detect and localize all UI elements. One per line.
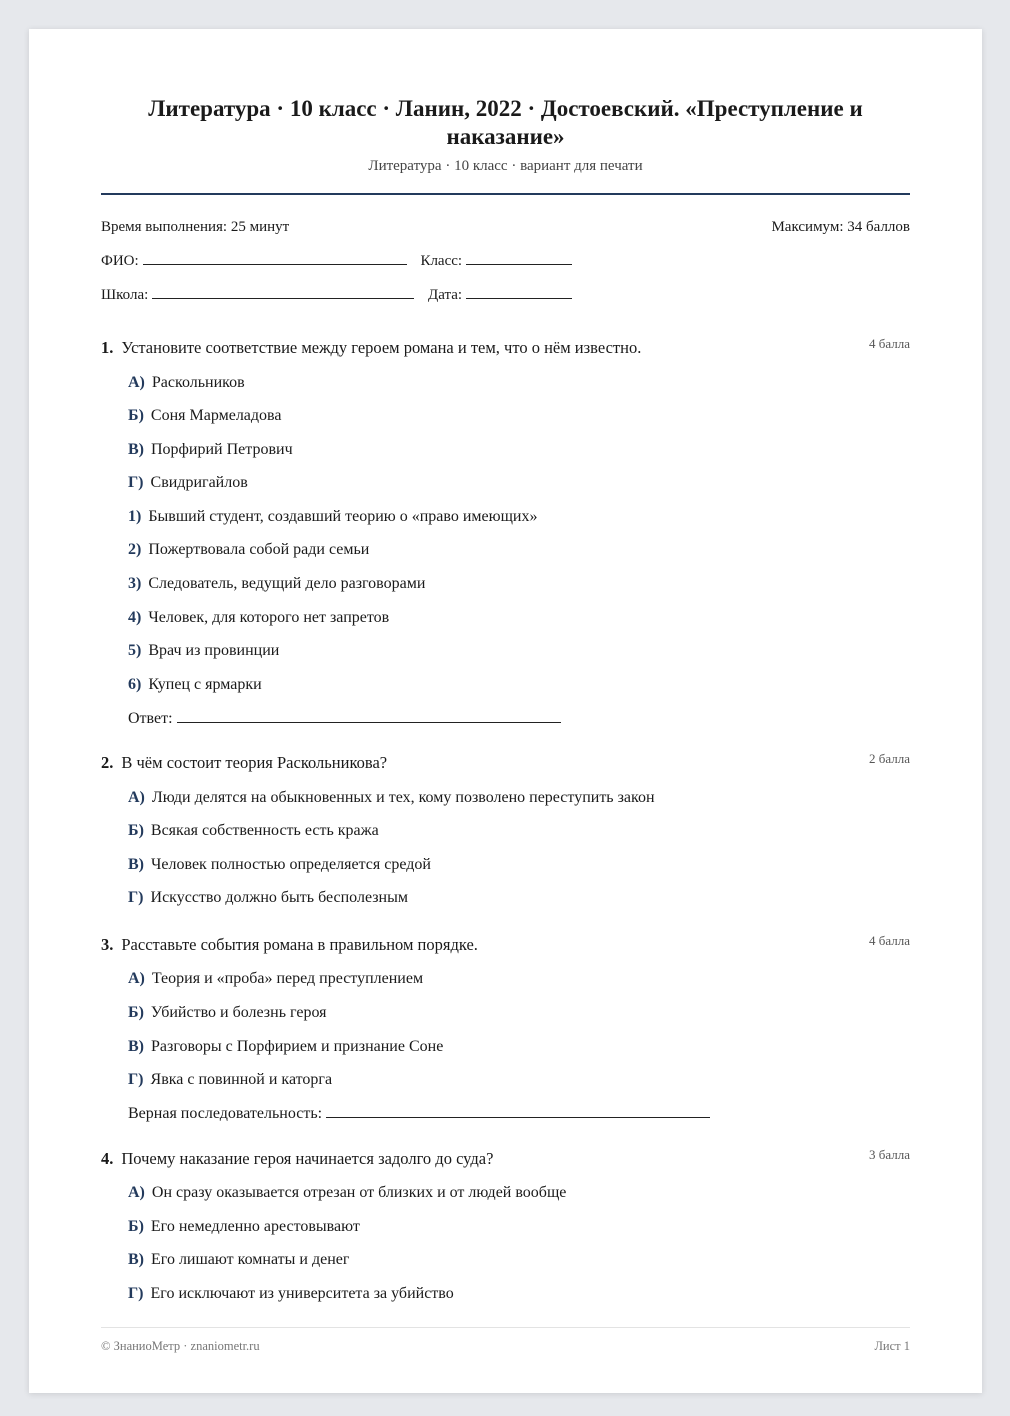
option-text: Убийство и болезнь героя xyxy=(150,1004,327,1021)
option-letter: 5) xyxy=(128,642,142,659)
option-letter: В) xyxy=(128,856,144,873)
fio-input-line[interactable] xyxy=(143,263,407,265)
question-3-points: 4 балла xyxy=(869,933,910,948)
question-2-points: 2 балла xyxy=(869,751,910,766)
class-field xyxy=(420,253,572,270)
option-letter: А) xyxy=(128,1184,145,1201)
question-2-option xyxy=(128,822,379,840)
option-letter: Б) xyxy=(128,1218,144,1235)
option-text: Купец с ярмарки xyxy=(148,676,262,693)
page-title: Литература · 10 класс · Ланин, 2022 · Достоевский. «Преступление и наказание» xyxy=(148,96,863,149)
option-text: Порфирий Петрович xyxy=(151,441,293,458)
answer-label: Ответ: xyxy=(128,710,173,727)
option-text: Люди делятся на обыкновенных и тех, кому позволено переступить закон xyxy=(151,789,655,806)
footer-sheet-number: Лист 1 xyxy=(874,1339,910,1353)
question-1-title xyxy=(101,338,641,358)
question-text: Установите соответствие между героем романа и тем, что о нём известно. xyxy=(121,338,642,357)
option-text: Всякая собственность есть кража xyxy=(150,822,379,839)
option-text: Он сразу оказывается отрезан от близких и от людей вообще xyxy=(151,1184,567,1201)
option-text: Искусство должно быть бесполезным xyxy=(150,889,408,906)
question-2-option xyxy=(128,789,655,807)
school-field xyxy=(101,287,414,304)
worksheet-page xyxy=(29,29,982,1393)
option-letter: В) xyxy=(128,1251,144,1268)
option-letter: 2) xyxy=(128,541,142,558)
option-letter: Г) xyxy=(128,474,144,491)
option-letter: 3) xyxy=(128,575,142,592)
option-text: Человек, для которого нет запретов xyxy=(148,609,390,626)
option-letter: Б) xyxy=(128,822,144,839)
fio-label: ФИО: xyxy=(101,253,139,269)
footer-copyright: © ЗнаниоМетр · znaniometr.ru xyxy=(101,1339,260,1353)
question-3-title xyxy=(101,935,478,955)
option-letter: 4) xyxy=(128,609,142,626)
option-text: Врач из провинции xyxy=(148,642,280,659)
question-3-answer xyxy=(128,1105,710,1123)
option-letter: Г) xyxy=(128,1285,144,1302)
question-2-option xyxy=(128,889,408,907)
option-letter: В) xyxy=(128,1038,144,1055)
date-input-line[interactable] xyxy=(466,297,572,299)
question-4-option xyxy=(128,1251,349,1269)
option-letter: 1) xyxy=(128,508,142,525)
question-number: 1. xyxy=(101,338,114,357)
question-1-option xyxy=(128,575,425,593)
question-1-option xyxy=(128,508,537,526)
question-text: Почему наказание героя начинается задолго до суда? xyxy=(121,1149,494,1168)
option-letter: Г) xyxy=(128,889,144,906)
question-3-option xyxy=(128,1038,443,1056)
option-letter: Б) xyxy=(128,1004,144,1021)
option-letter: В) xyxy=(128,441,144,458)
option-letter: А) xyxy=(128,789,145,806)
option-text: Бывший студент, создавший теорию о «право имеющих» xyxy=(148,508,538,525)
option-text: Соня Мармеладова xyxy=(150,407,282,424)
option-text: Его немедленно арестовывают xyxy=(150,1218,360,1235)
question-2-option xyxy=(128,856,431,874)
school-label: Школа: xyxy=(101,287,149,303)
option-text: Человек полностью определяется средой xyxy=(151,856,431,873)
question-1-option xyxy=(128,441,293,459)
question-3-option xyxy=(128,1004,327,1022)
question-1-option xyxy=(128,407,281,425)
question-4-title xyxy=(101,1149,493,1169)
answer-input-line[interactable] xyxy=(177,721,561,723)
school-input-line[interactable] xyxy=(152,297,414,299)
answer-label: Верная последовательность: xyxy=(128,1105,323,1122)
question-4-points: 3 балла xyxy=(869,1147,910,1162)
question-2-title xyxy=(101,753,387,773)
question-4-option xyxy=(128,1285,454,1303)
option-letter: 6) xyxy=(128,676,142,693)
option-text: Явка с повинной и каторга xyxy=(150,1071,333,1088)
option-text: Пожертвовала собой ради семьи xyxy=(148,541,370,558)
option-text: Раскольников xyxy=(151,374,245,391)
option-letter: Г) xyxy=(128,1071,144,1088)
fio-field xyxy=(101,253,407,270)
question-1-option xyxy=(128,474,248,492)
max-score: Максимум: 34 баллов xyxy=(771,219,910,235)
option-text: Разговоры с Порфирием и признание Соне xyxy=(151,1038,444,1055)
meta-school-row xyxy=(101,287,910,304)
question-1-points: 4 балла xyxy=(869,336,910,351)
option-letter: А) xyxy=(128,970,145,987)
question-1-option xyxy=(128,541,369,559)
page-subtitle: Литература · 10 класс · вариант для печати xyxy=(368,158,643,174)
option-letter: Б) xyxy=(128,407,144,424)
option-text: Следователь, ведущий дело разговорами xyxy=(148,575,426,592)
question-text: В чём состоит теория Раскольникова? xyxy=(121,753,388,772)
question-1-option xyxy=(128,642,279,660)
question-number: 3. xyxy=(101,935,114,954)
option-text: Его лишают комнаты и денег xyxy=(151,1251,350,1268)
question-4-option xyxy=(128,1218,360,1236)
option-text: Теория и «проба» перед преступлением xyxy=(151,970,424,987)
header-divider xyxy=(101,193,910,195)
time-limit: Время выполнения: 25 минут xyxy=(101,219,290,235)
question-1-option xyxy=(128,374,245,392)
date-label: Дата: xyxy=(428,287,463,303)
meta-time-row xyxy=(101,219,910,236)
question-text: Расставьте события романа в правильном порядке. xyxy=(121,935,478,954)
question-number: 4. xyxy=(101,1149,114,1168)
question-3-option xyxy=(128,970,423,988)
question-4-option xyxy=(128,1184,566,1202)
question-1-answer xyxy=(128,710,561,728)
footer-divider xyxy=(101,1327,910,1328)
date-field xyxy=(428,287,572,304)
option-letter: А) xyxy=(128,374,145,391)
class-label: Класс: xyxy=(420,253,463,269)
option-text: Свидригайлов xyxy=(150,474,248,491)
question-number: 2. xyxy=(101,753,114,772)
meta-fio-row xyxy=(101,253,910,270)
question-1-option xyxy=(128,676,262,694)
option-text: Его исключают из университета за убийство xyxy=(150,1285,454,1302)
question-3-option xyxy=(128,1071,332,1089)
answer-input-line[interactable] xyxy=(326,1116,710,1118)
question-1-option xyxy=(128,609,389,627)
class-input-line[interactable] xyxy=(466,263,572,265)
